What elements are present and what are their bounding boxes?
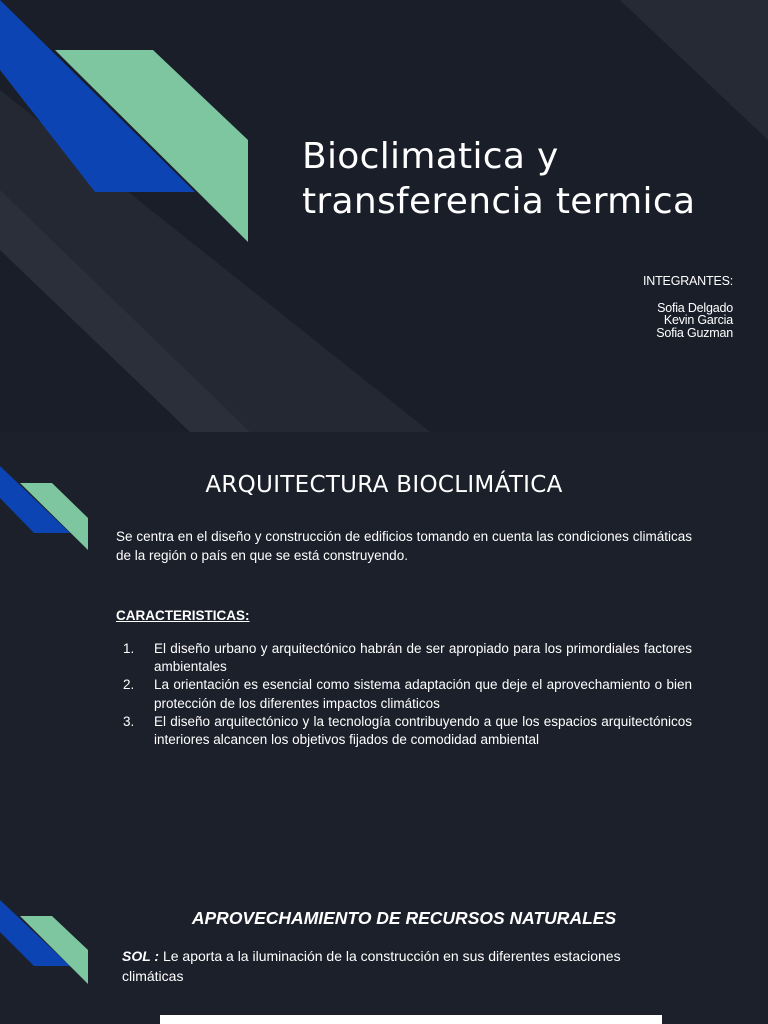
members-label: INTEGRANTES:	[643, 274, 733, 288]
resources-slide	[0, 864, 768, 1024]
section-heading: ARQUITECTURA BIOCLIMÁTICA	[205, 472, 563, 498]
member-name: Sofia Delgado	[657, 300, 733, 315]
list-text: El diseño arquitectónico y la tecnología contribuyendo a que los espacios arquitectónicos interiores alcancen los objetivos fijados de comodidad ambiental	[154, 713, 692, 748]
members-block	[533, 275, 733, 339]
sun-paragraph	[122, 946, 662, 986]
intro-paragraph: Se centra en el diseño y construcción de edificios tomando en cuenta las condiciones climáticas de la región o país en que se está construyendo.	[116, 529, 692, 563]
features-list	[116, 640, 692, 749]
image-placeholder	[160, 1015, 662, 1024]
list-item	[116, 676, 692, 712]
sun-text: Le aporta a la iluminación de la construcción en sus diferentes estaciones climáticas	[122, 948, 621, 984]
section-heading: APROVECHAMIENTO DE RECURSOS NATURALES	[191, 908, 617, 928]
list-item	[116, 640, 692, 676]
sun-label: SOL :	[122, 948, 160, 964]
list-number: 2.	[123, 677, 135, 693]
presentation-title: Bioclimatica y transferencia termica	[302, 136, 696, 222]
list-number: 3.	[123, 713, 135, 729]
list-number: 1.	[123, 641, 135, 656]
title-slide	[0, 0, 768, 432]
list-text: La orientación es esencial como sistema adaptación que deje el aprovechamiento o bien protección de los diferentes impactos climáticos	[154, 677, 692, 711]
list-item	[116, 713, 692, 749]
member-name: Sofia Guzman	[656, 325, 733, 340]
list-text: El diseño urbano y arquitectónico habrán de ser apropiado para los primordiales factores ambientales	[154, 641, 692, 675]
features-heading: CARACTERISTICAS:	[116, 608, 250, 623]
member-name: Kevin Garcia	[663, 313, 733, 327]
top-right-band	[620, 0, 768, 140]
architecture-slide	[0, 432, 768, 864]
